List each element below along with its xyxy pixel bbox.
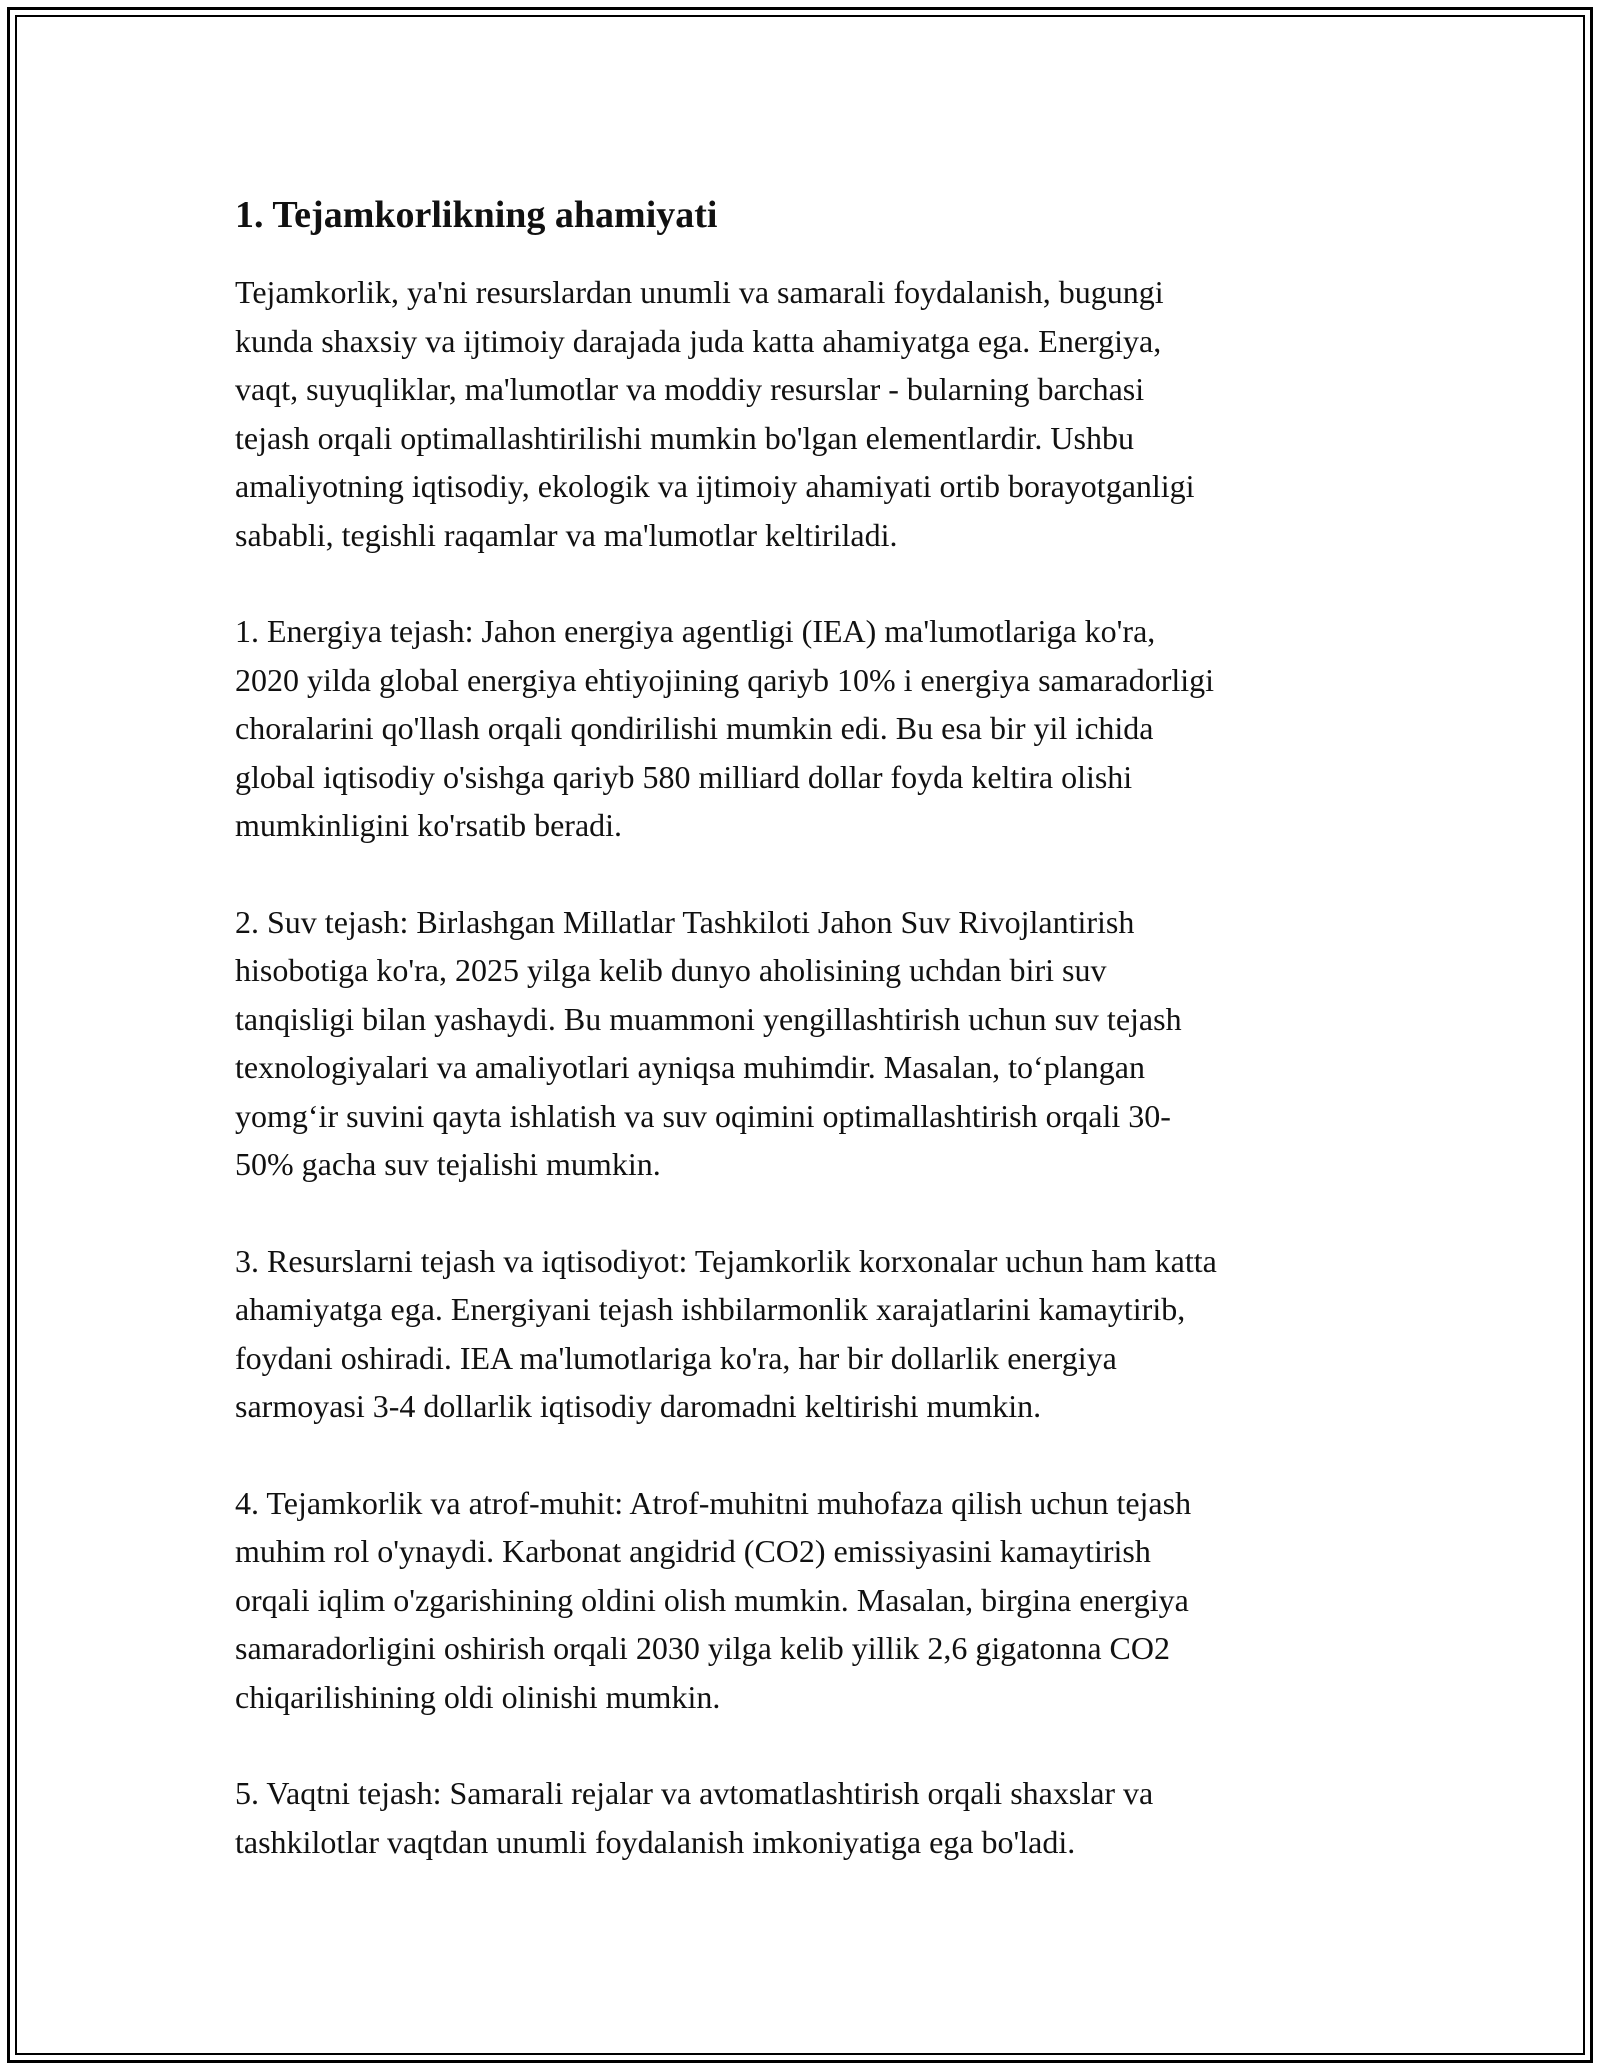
time-saving-paragraph: 5. Vaqtni tejash: Samarali rejalar va avtomatlashtirish orqali shaxslar va tashkilotlar vaqtdan unumli foydalanish imkoniyatiga ega bo'ladi. xyxy=(235,1775,1154,1860)
energy-saving-paragraph: 1. Energiya tejash: Jahon energiya agentligi (IEA) ma'lumotlariga ko'ra, 2020 yilda global energiya ehtiyojining qariyb 10% i energiya samaradorligi choralarini qo'llash orqali qondirilishi mumkin edi. Bu esa bir yil ichida global iqtisodiy o'sishga qariyb 580 milliard dollar foyda keltira olishi mumkinligini ko'rsatib beradi. xyxy=(235,613,1215,843)
document-body xyxy=(235,188,1375,1914)
resources-economy-paragraph: 3. Resurslarni tejash va iqtisodiyot: Tejamkorlik korxonalar uchun ham katta ahamiyatga ega. Energiyani tejash ishbilarmonlik xarajatlarini kamaytirib, foydani oshiradi. IEA ma'lumotlariga ko'ra, har bir dollarlik energiya sarmoyasi 3-4 dollarlik iqtisodiy daromadni keltirishi mumkin. xyxy=(235,1242,1217,1424)
intro-paragraph: Tejamkorlik, ya'ni resurslardan unumli va samarali foydalanish, bugungi kunda shaxsiy va ijtimoiy darajada juda katta ahamiyatga ega. Energiya, vaqt, suyuqliklar, ma'lumotlar va moddiy resurslar - bularning barchasi tejash orqali optimallashtirilishi mumkin bo'lgan elementlardir. Ushbu amaliyotning iqtisodiy, ekologik va ijtimoiy ahamiyati ortib borayotganligi sababli, tegishli raqamlar va ma'lumotlar keltiriladi. xyxy=(235,274,1195,553)
environment-paragraph: 4. Tejamkorlik va atrof-muhit: Atrof-muhitni muhofaza qilish uchun tejash muhim rol o'ynaydi. Karbonat angidrid (CO2) emissiyasini kamaytirish orqali iqlim o'zgarishining oldini olish mumkin. Masalan, birgina energiya samaradorligini oshirish orqali 2030 yilga kelib yillik 2,6 gigatonna CO2 chiqarilishining oldi olinishi mumkin. xyxy=(235,1484,1192,1715)
water-saving-paragraph: 2. Suv tejash: Birlashgan Millatlar Tashkiloti Jahon Suv Rivojlantirish hisobotiga ko'ra, 2025 yilga kelib dunyo aholisining uchdan biri suv tanqisligi bilan yashaydi. Bu muammoni yengillashtirish uchun suv tejash texnologiyalari va amaliyotlari ayniqsa muhimdir. Masalan, to‘plangan yomg‘ir suvini qayta ishlatish va suv oqimini optimallashtirish orqali 30- 50% gacha suv tejalishi mumkin. xyxy=(235,903,1182,1182)
document-title: 1. Tejamkorlikning ahamiyati xyxy=(235,194,718,236)
